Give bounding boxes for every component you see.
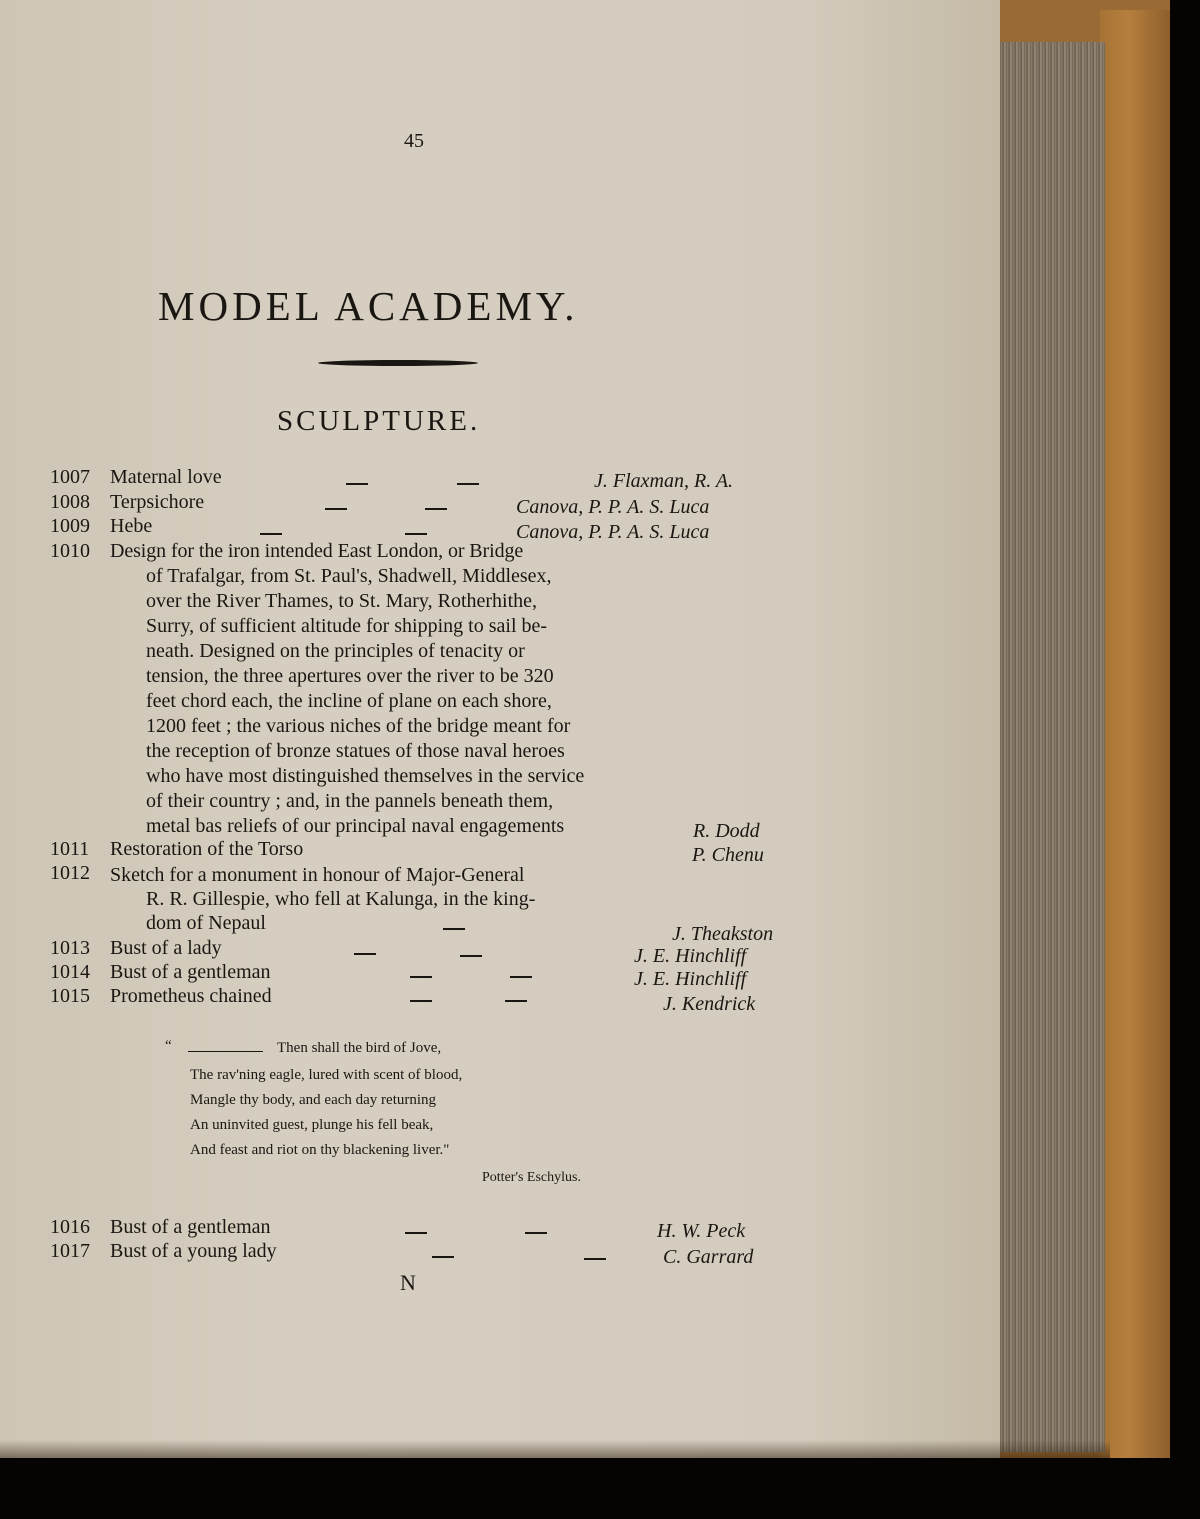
entry-text-line: neath. Designed on the principles of tenacity or [146, 640, 525, 662]
book-binding [1100, 10, 1170, 1458]
entry-text-line: of their country ; and, in the pannels beneath them, [146, 790, 554, 812]
leader-dash [346, 483, 368, 485]
entry-title: Restoration of the Torso [110, 838, 304, 860]
leader-dash [410, 1000, 432, 1002]
entry-artist: J. Kendrick [663, 993, 756, 1015]
page-number: 45 [404, 130, 424, 152]
section-subheading: SCULPTURE. [277, 405, 481, 437]
entry-title: Prometheus chained [110, 985, 272, 1007]
entry-artist: Canova, P. P. A. S. Luca [516, 521, 710, 543]
quote-line: Mangle thy body, and each day returning [190, 1092, 437, 1108]
leader-dash [405, 533, 427, 535]
entry-artist: H. W. Peck [657, 1220, 746, 1242]
leader-dash [405, 1232, 427, 1234]
entry-artist: P. Chenu [692, 844, 764, 866]
leader-dash [460, 955, 482, 957]
entry-title: Bust of a young lady [110, 1240, 277, 1262]
leader-dash [354, 953, 376, 955]
leader-dash [525, 1232, 547, 1234]
entry-text-line: Surry, of sufficient altitude for shipping to sail be- [146, 615, 548, 637]
quote-line: And feast and riot on thy blackening liver." [190, 1142, 450, 1158]
entry-text-line: the reception of bronze statues of those naval heroes [146, 740, 565, 762]
entry-number: 1017 [50, 1240, 90, 1262]
leader-dash [432, 1256, 454, 1258]
leader-dash [443, 928, 465, 930]
leader-dash [510, 976, 532, 978]
entry-text-line: Sketch for a monument in honour of Major-General [110, 864, 525, 886]
entry-number: 1011 [50, 838, 90, 860]
entry-number: 1016 [50, 1216, 90, 1238]
entry-number: 1013 [50, 937, 90, 959]
entry-text-line: metal bas reliefs of our principal naval engagements [146, 815, 565, 837]
entry-number: 1007 [50, 466, 90, 488]
entry-title: Hebe [110, 515, 153, 537]
entry-text-line: who have most distinguished themselves in the service [146, 765, 585, 787]
entry-text-line: dom of Nepaul [146, 912, 266, 934]
entry-artist: J. Theakston [672, 923, 774, 945]
entry-number: 1015 [50, 985, 90, 1007]
leader-dash [410, 976, 432, 978]
entry-text-line: Design for the iron intended East London, or Bridge [110, 540, 524, 562]
heading-ornament-rule [318, 360, 478, 366]
leader-dash [425, 508, 447, 510]
entry-title: Terpsichore [110, 491, 205, 513]
leader-dash [325, 508, 347, 510]
leader-dash [457, 483, 479, 485]
entry-artist: J. E. Hinchliff [634, 945, 747, 967]
entry-text-line: feet chord each, the incline of plane on each shore, [146, 690, 552, 712]
entry-title: Bust of a gentleman [110, 1216, 271, 1238]
entry-text-line: tension, the three apertures over the river to be 320 [146, 665, 554, 687]
quote-opening-mark: “ [165, 1038, 172, 1054]
page-heading: MODEL ACADEMY. [158, 283, 579, 329]
entry-artist: C. Garrard [663, 1246, 754, 1268]
signature-mark: N [400, 1270, 416, 1295]
entry-artist: J. E. Hinchliff [634, 968, 747, 990]
quote-attribution: Potter's Eschylus. [482, 1170, 581, 1185]
entry-title: Maternal love [110, 466, 222, 488]
entry-artist: Canova, P. P. A. S. Luca [516, 496, 710, 518]
leader-dash [584, 1258, 606, 1260]
leader-dash [260, 533, 282, 535]
quote-line: Then shall the bird of Jove, [277, 1040, 442, 1056]
entry-artist: J. Flaxman, R. A. [594, 470, 734, 492]
quote-line: An uninvited guest, plunge his fell beak, [190, 1117, 434, 1133]
quote-line: The rav'ning eagle, lured with scent of blood, [190, 1067, 463, 1083]
entry-text-line: 1200 feet ; the various niches of the bridge meant for [146, 715, 571, 737]
page-edges [1000, 42, 1105, 1452]
entry-text-line: R. R. Gillespie, who fell at Kalunga, in the king- [146, 888, 536, 910]
entry-number: 1012 [50, 862, 90, 884]
leader-dash [505, 1000, 527, 1002]
quote-lead-rule [188, 1051, 263, 1052]
entry-number: 1008 [50, 491, 90, 513]
entry-text-line: over the River Thames, to St. Mary, Rotherhithe, [146, 590, 538, 612]
entry-number: 1014 [50, 961, 90, 983]
entry-number: 1009 [50, 515, 90, 537]
page-bottom-shadow [0, 1440, 1110, 1458]
entry-title: Bust of a gentleman [110, 961, 271, 983]
entry-title: Bust of a lady [110, 937, 222, 959]
entry-artist: R. Dodd [693, 820, 760, 842]
entry-text-line: of Trafalgar, from St. Paul's, Shadwell, Middlesex, [146, 565, 552, 587]
entry-number: 1010 [50, 540, 90, 562]
